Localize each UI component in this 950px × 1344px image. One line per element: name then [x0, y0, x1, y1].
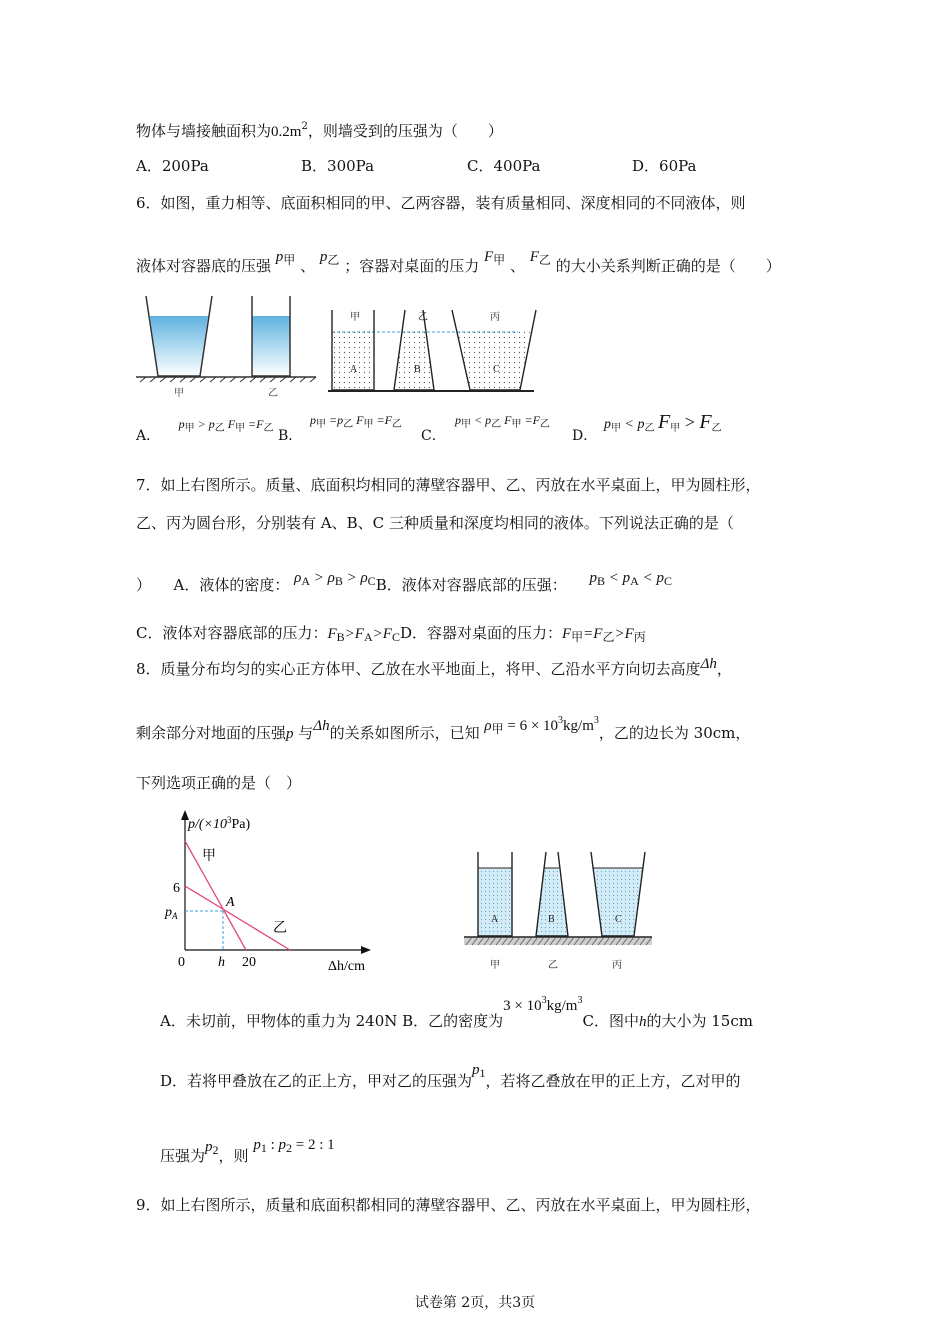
q6-option-b-label: B． [278, 428, 303, 444]
page-footer: 试卷第 2页，共3页 [414, 1295, 536, 1311]
q9-line1: 9．如上右图所示，质量和底面积都相同的薄壁容器甲、乙、丙放在水平桌面上，甲为圆柱形， [136, 1196, 761, 1214]
q7-fig-label-jia: 甲 [350, 312, 360, 323]
q6-fig-label-jia: 甲 [174, 388, 184, 399]
q7-line3: ） A．液体的密度： $\rho_A > \rho_B > \rho_CB$．液体对容器底部的压强： $p_B < p_A < p_C$ [136, 570, 672, 594]
q5-option-a: A．200Pa [136, 157, 209, 175]
q7-line4: C．液体对容器底部的压力：$F_B>F_A>F_CD$．容器对桌面的压力：$F_甲=F_乙>F_丙$ [136, 624, 646, 644]
q5-option-b: B．300Pa [301, 157, 375, 175]
q5-option-c: C．400Pa [467, 157, 541, 175]
q7-fig-label-yi: 乙 [418, 312, 428, 323]
q7-figure [328, 306, 534, 394]
side-fig-liquid-c: C [615, 914, 622, 925]
x-tick-h: h [218, 955, 225, 970]
q8-line3: 下列选项正确的是（ ） [136, 774, 302, 792]
series-yi-label: 乙 [273, 921, 287, 936]
q6-figure [136, 296, 316, 399]
q8-option-d-line1: D．若将甲叠放在乙的正上方，甲对乙的压强为$p_1$，若将乙叠放在甲的正上方，乙对甲的 [160, 1062, 741, 1090]
q8-rho-jia: $\rho_甲 = 6 \times 10^3kg/m^3$ [484, 715, 599, 736]
q8-options-row1: A．未切前，甲物体的重力为 240N B．乙的密度为$3 \times 10^3kg/m^3C$．图中h的大小为 15cm [160, 995, 753, 1030]
q8-graph [160, 808, 395, 974]
q7-fig-liquid-c: C [493, 364, 500, 375]
q6-option-d-label: D． [572, 428, 598, 444]
x-axis-label: Δh/cm [328, 959, 365, 974]
q8-side-figure [464, 850, 654, 974]
q6-option-c: $p_甲 < p_乙$ $F_甲 =F_乙$ [455, 413, 550, 430]
q5-option-d: D．60Pa [632, 157, 697, 175]
q6-options: A． $p_甲 > p_乙$ $F_甲 =F_乙$ [136, 417, 274, 444]
side-fig-label-bing: 丙 [612, 960, 622, 971]
q6-line1: 6．如图，重力相等、底面积相同的甲、乙两容器，装有质量相同、深度相同的不同液体，则 [136, 194, 746, 212]
q5-stem: 物体与墙接触面积为$0.2m^2$，则墙受到的压强为（ ） [136, 121, 503, 140]
y-axis-label: $p/(\times 10^3Pa)$ [188, 815, 251, 832]
q8-option-b-value: $3 \times 10^3kg/m^3$ [503, 995, 583, 1014]
y-tick-6: 6 [173, 881, 180, 896]
origin-label: 0 [178, 955, 185, 970]
q7-option-b-expr: $p_B < p_A < p_C$ [589, 570, 672, 588]
x-tick-20: 20 [242, 955, 256, 970]
q7-fig-label-bing: 丙 [490, 312, 500, 323]
side-fig-label-yi: 乙 [548, 960, 558, 971]
q7-line1: 7．如上右图所示。质量、底面积均相同的薄壁容器甲、乙、丙放在水平桌面上，甲为圆柱形， [136, 476, 761, 494]
q8-line1: 8．质量分布均匀的实心正方体甲、乙放在水平地面上，将甲、乙沿水平方向切去高度Δh， [136, 656, 732, 678]
side-fig-liquid-b: B [548, 914, 555, 925]
q7-option-a-expr: $\rho_A > \rho_B > \rho_C$ [294, 570, 376, 588]
q6-line2: 液体对容器底的压强 $p_甲$ 、 $p_乙$ ；容器对桌面的压力 $F_甲$ 、 $F_乙$ 的大小关系判断正确的是（ ） [136, 249, 781, 275]
q7-line2: 乙、丙为圆台形，分别装有 A、B、C 三种质量和深度均相同的液体。下列说法正确的是（ [136, 514, 734, 532]
series-jia-label: 甲 [202, 849, 216, 864]
side-fig-label-jia: 甲 [490, 960, 500, 971]
q6-fig-label-yi: 乙 [268, 388, 278, 399]
series-yi-line [185, 886, 290, 950]
q7-fig-liquid-b: B [414, 364, 421, 375]
q8-option-d-line2: 压强为$p_2$，则 $p_1$ : $p_2 = 2$ : 1 [160, 1137, 335, 1165]
q6-option-b: $p_甲 =p_乙$ $F_甲 =F_乙$ [310, 413, 402, 430]
side-fig-liquid-a: A [491, 914, 499, 925]
q8-line2: 剩余部分对地面的压强p 与Δh的关系如图所示，已知 $\rho_甲 = 6 \times 10^3kg/m^3$，乙的边长为 30cm， [136, 715, 751, 742]
q7-fig-liquid-a: A [350, 364, 358, 375]
q6-option-a: $p_甲 > p_乙$ $F_甲 =F_乙$ [178, 417, 274, 434]
q6-option-c-label: C． [421, 428, 446, 444]
q6-option-d: $p_甲 < p_乙$ $F_甲 > F_乙$ [604, 411, 722, 434]
y-tick-pA: $p_A$ [165, 905, 178, 921]
point-A-label: A [226, 895, 235, 910]
